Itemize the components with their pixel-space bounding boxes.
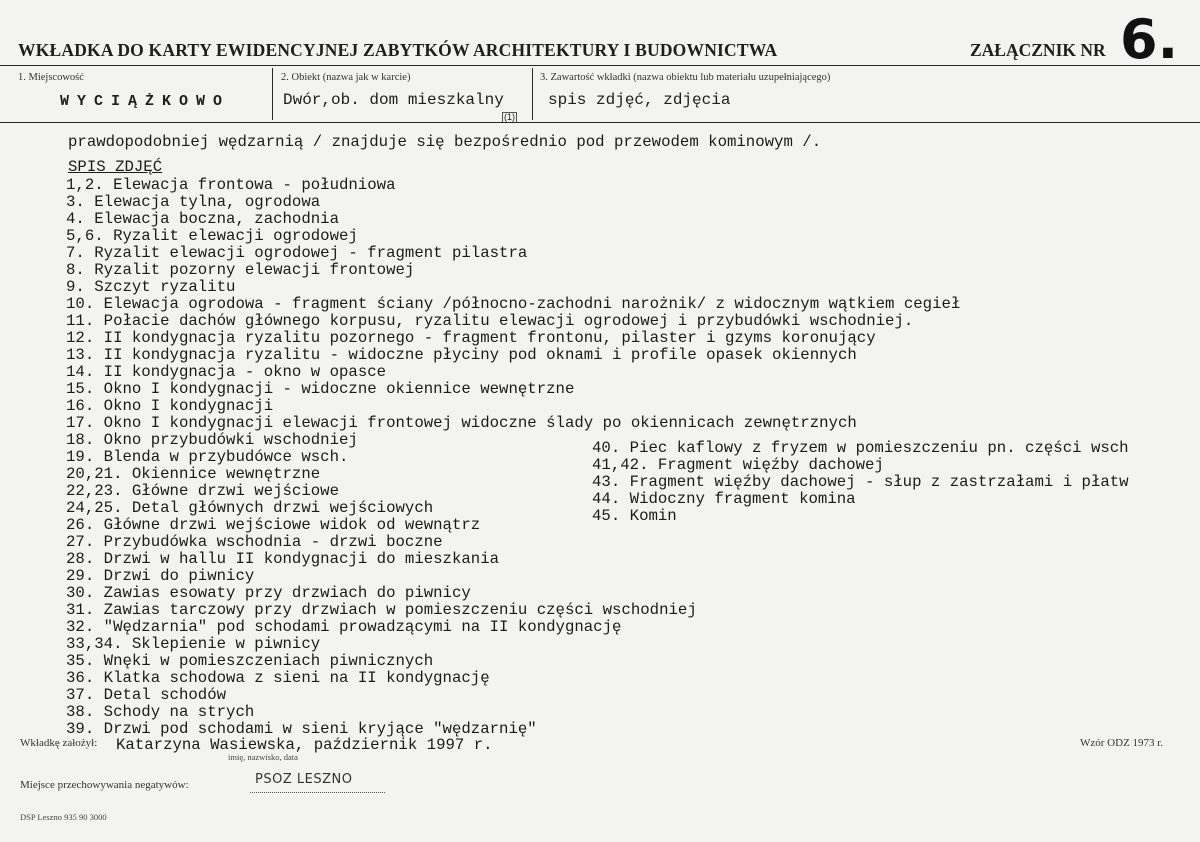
object-label: 2. Obiekt (nazwa jak w karcie) bbox=[281, 72, 411, 83]
list-item: 18. Okno przybudówki wschodniej bbox=[66, 431, 358, 449]
annex-number: 6. bbox=[1120, 8, 1179, 71]
list-item: 35. Wnęki w pomieszczeniach piwnicznych bbox=[66, 652, 434, 670]
negatives-value: PSOZ LESZNO bbox=[255, 772, 353, 787]
list-item: 31. Zawias tarczowy przy drzwiach w pomieszczeniu części wschodniej bbox=[66, 601, 697, 619]
list-item: 13. II kondygnacja ryzalitu - widoczne płyciny pod oknami i profile opasek okiennych bbox=[66, 346, 857, 364]
list-item: 27. Przybudówka wschodnia - drzwi boczne bbox=[66, 533, 443, 551]
negatives-underline bbox=[250, 792, 385, 793]
photo-list-heading: SPIS ZDJĘĆ bbox=[68, 158, 163, 176]
form-title: WKŁADKA DO KARTY EWIDENCYJNEJ ZABYTKÓW ARCHITEKTURY I BUDOWNICTWA bbox=[18, 40, 778, 60]
content-value: spis zdjęć, zdjęcia bbox=[548, 91, 731, 109]
list-item: 39. Drzwi pod schodami w sieni kryjące "wędzarnię" bbox=[66, 720, 537, 738]
printer-imprint: DSP Leszno 935 90 3000 bbox=[20, 812, 107, 822]
annex-label: ZAŁĄCZNIK NR bbox=[970, 40, 1106, 60]
field-divider-2 bbox=[532, 68, 533, 120]
list-item: 22,23. Główne drzwi wejściowe bbox=[66, 482, 340, 500]
list-item: 44. Widoczny fragment komina bbox=[592, 490, 856, 508]
header-rule-top bbox=[0, 65, 1200, 66]
list-item: 37. Detal schodów bbox=[66, 686, 227, 704]
list-item: 7. Ryzalit elewacji ogrodowej - fragment pilastra bbox=[66, 244, 528, 262]
list-item: 19. Blenda w przybudówce wsch. bbox=[66, 448, 349, 466]
list-item: 4. Elewacja boczna, zachodnia bbox=[66, 210, 340, 228]
list-item: 20,21. Okiennice wewnętrzne bbox=[66, 465, 321, 483]
list-item: 36. Klatka schodowa z sieni na II kondygnację bbox=[66, 669, 490, 687]
author-label: Wkładkę założył: bbox=[20, 737, 98, 749]
content-label: 3. Zawartość wkładki (nazwa obiektu lub materiału uzupełniającego) bbox=[540, 72, 831, 83]
list-item: 43. Fragment więźby dachowej - słup z zastrzałami i płatw bbox=[592, 474, 1129, 491]
list-item: 3. Elewacja tylna, ogrodowa bbox=[66, 193, 321, 211]
header-rule-bottom bbox=[0, 122, 1200, 123]
list-item: 15. Okno I kondygnacji - widoczne okiennice wewnętrzne bbox=[66, 380, 575, 398]
list-item: 8. Ryzalit pozorny elewacji frontowej bbox=[66, 261, 415, 279]
list-item: 12. II kondygnacja ryzalitu pozornego - fragment frontonu, pilaster i gzyms koronujący bbox=[66, 329, 876, 347]
list-item: 17. Okno I kondygnacji elewacji frontowej widoczne ślady po okiennicach zewnętrznych bbox=[66, 414, 857, 432]
list-item: 33,34. Sklepienie w piwnicy bbox=[66, 635, 321, 653]
list-item: 30. Zawias esowaty przy drzwiach do piwnicy bbox=[66, 584, 471, 602]
list-item: 14. II kondygnacja - okno w opasce bbox=[66, 363, 387, 381]
template-label: Wzór ODZ 1973 r. bbox=[1080, 737, 1164, 749]
list-item: 24,25. Detal głównych drzwi wejściowych bbox=[66, 499, 434, 517]
locality-value: WYCIĄŻKOWO bbox=[60, 93, 231, 110]
list-item: 26. Główne drzwi wejściowe widok od wewnątrz bbox=[66, 516, 481, 534]
list-item: 9. Szczyt ryzalitu bbox=[66, 278, 236, 296]
intro-line: prawdopodobniej wędzarnią / znajduje się bezpośrednio pod przewodem kominowym /. bbox=[68, 133, 822, 151]
list-item: 45. Komin bbox=[592, 507, 677, 525]
object-value: Dwór,ob. dom mieszkalny bbox=[283, 91, 504, 109]
list-item: 32. "Wędzarnia" pod schodami prowadzącymi na II kondygnację bbox=[66, 618, 622, 636]
author-value: Katarzyna Wasiewska, październik 1997 r. bbox=[116, 736, 493, 754]
list-item: 38. Schody na strych bbox=[66, 703, 255, 721]
list-item: 41,42. Fragment więźby dachowej bbox=[592, 456, 884, 474]
list-item: 11. Połacie dachów głównego korpusu, ryzalitu elewacji ogrodowej i przybudówki wschodniej. bbox=[66, 312, 914, 330]
list-item: 5,6. Ryzalit elewacji ogrodowej bbox=[66, 227, 358, 245]
author-sublabel: imię, nazwisko, data bbox=[228, 752, 298, 762]
locality-label: 1. Miejscowość bbox=[18, 72, 84, 83]
field-divider-1 bbox=[272, 68, 273, 120]
negatives-label: Miejsce przechowywania negatywów: bbox=[20, 779, 189, 791]
list-item: 1,2. Elewacja frontowa - południowa bbox=[66, 176, 396, 194]
object-footnote-mark: (1) bbox=[504, 112, 515, 122]
list-item: 16. Okno I kondygnacji bbox=[66, 397, 274, 415]
list-item: 29. Drzwi do piwnicy bbox=[66, 567, 255, 585]
list-item: 28. Drzwi w hallu II kondygnacji do mieszkania bbox=[66, 550, 500, 568]
list-item: 10. Elewacja ogrodowa - fragment ściany /północno-zachodni narożnik/ z widocznym wątkiem cegieł bbox=[66, 295, 961, 313]
list-item: 40. Piec kaflowy z fryzem w pomieszczeniu pn. części wsch bbox=[592, 440, 1129, 457]
